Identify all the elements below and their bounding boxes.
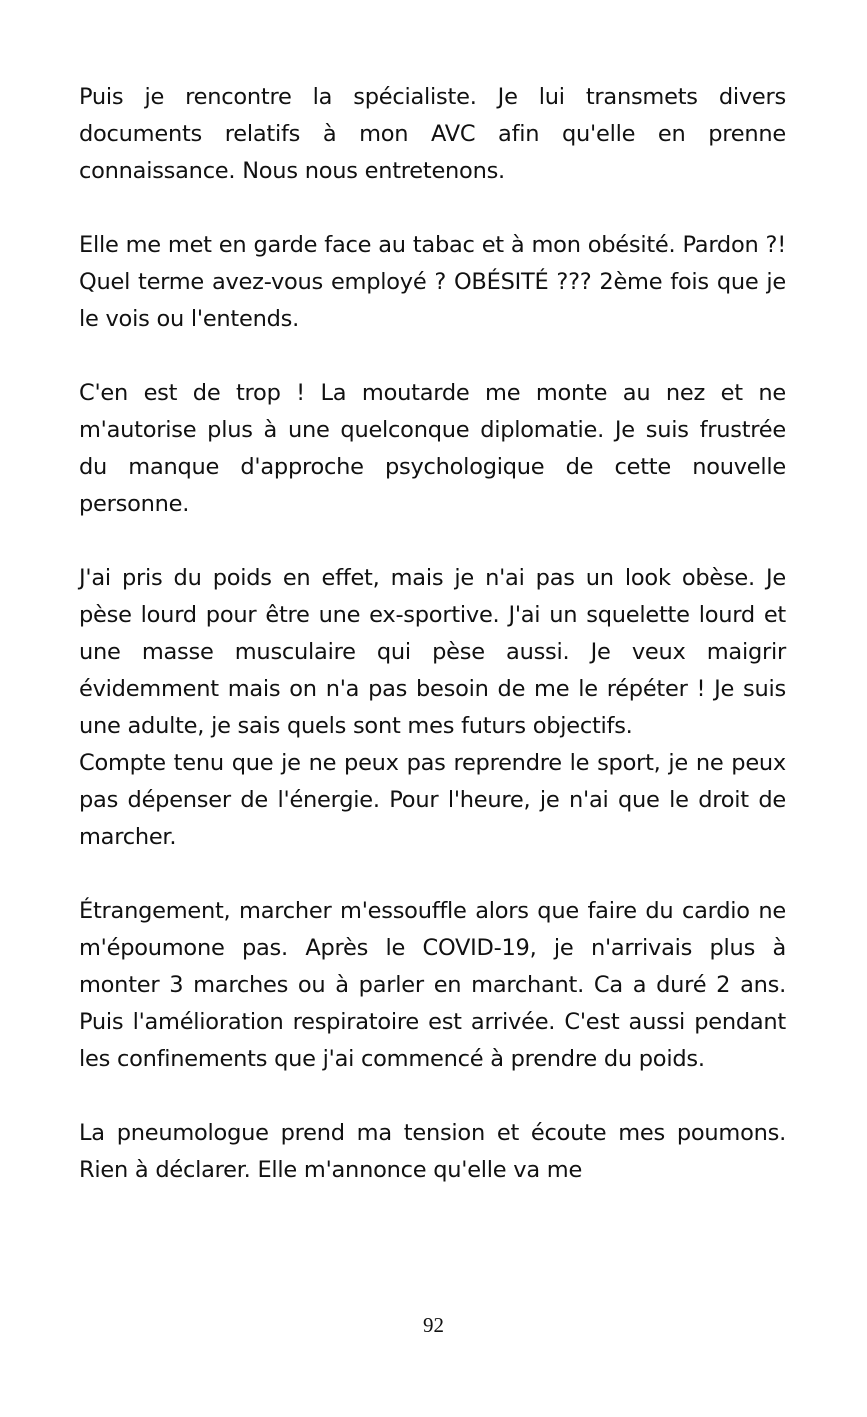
paragraph-5: Compte tenu que je ne peux pas reprendre le sport, je ne peux pas dépenser de l'énergie. Pour l'heure, je n'ai que le droit de marcher. [79, 750, 786, 850]
paragraph-3: C'en est de trop ! La moutarde me monte au nez et ne m'autorise plus à une quelconque diplomatie. Je suis frustrée du manque d'approche psychologique de cette nouvelle personne. [79, 380, 786, 517]
paragraph-4: J'ai pris du poids en effet, mais je n'ai pas un look obèse. Je pèse lourd pour être une ex-sportive. J'ai un squelette lourd et une masse musculaire qui pèse aussi. Je veux maigrir évidemment mais on n'a pas besoin de me le répéter ! Je suis une adulte, je sais quels sont mes futurs objectifs. [79, 565, 786, 739]
paragraph-7: La pneumologue prend ma tension et écoute mes poumons. Rien à déclarer. Elle m'annonce qu'elle va me [79, 1120, 786, 1183]
paragraph-6: Étrangement, marcher m'essouffle alors que faire du cardio ne m'époumone pas. Après le COVID-19, je n'arrivais plus à monter 3 marches ou à parler en marchant. Ca a duré 2 ans. Puis l'amélioration respiratoire est arrivée. C'est aussi pendant les confinements que j'ai commencé à prendre du poids. [79, 898, 786, 1072]
page-number: 92 [423, 1313, 444, 1337]
paragraph-1: Puis je rencontre la spécialiste. Je lui transmets divers documents relatifs à mon AVC afin qu'elle en prenne connaissance. Nous nous entretenons. [79, 84, 786, 184]
paragraph-2: Elle me met en garde face au tabac et à mon obésité. Pardon ?! Quel terme avez-vous employé ? OBÉSITÉ ??? 2ème fois que je le vois ou l'entends. [79, 232, 786, 332]
body-text [79, 79, 786, 1189]
